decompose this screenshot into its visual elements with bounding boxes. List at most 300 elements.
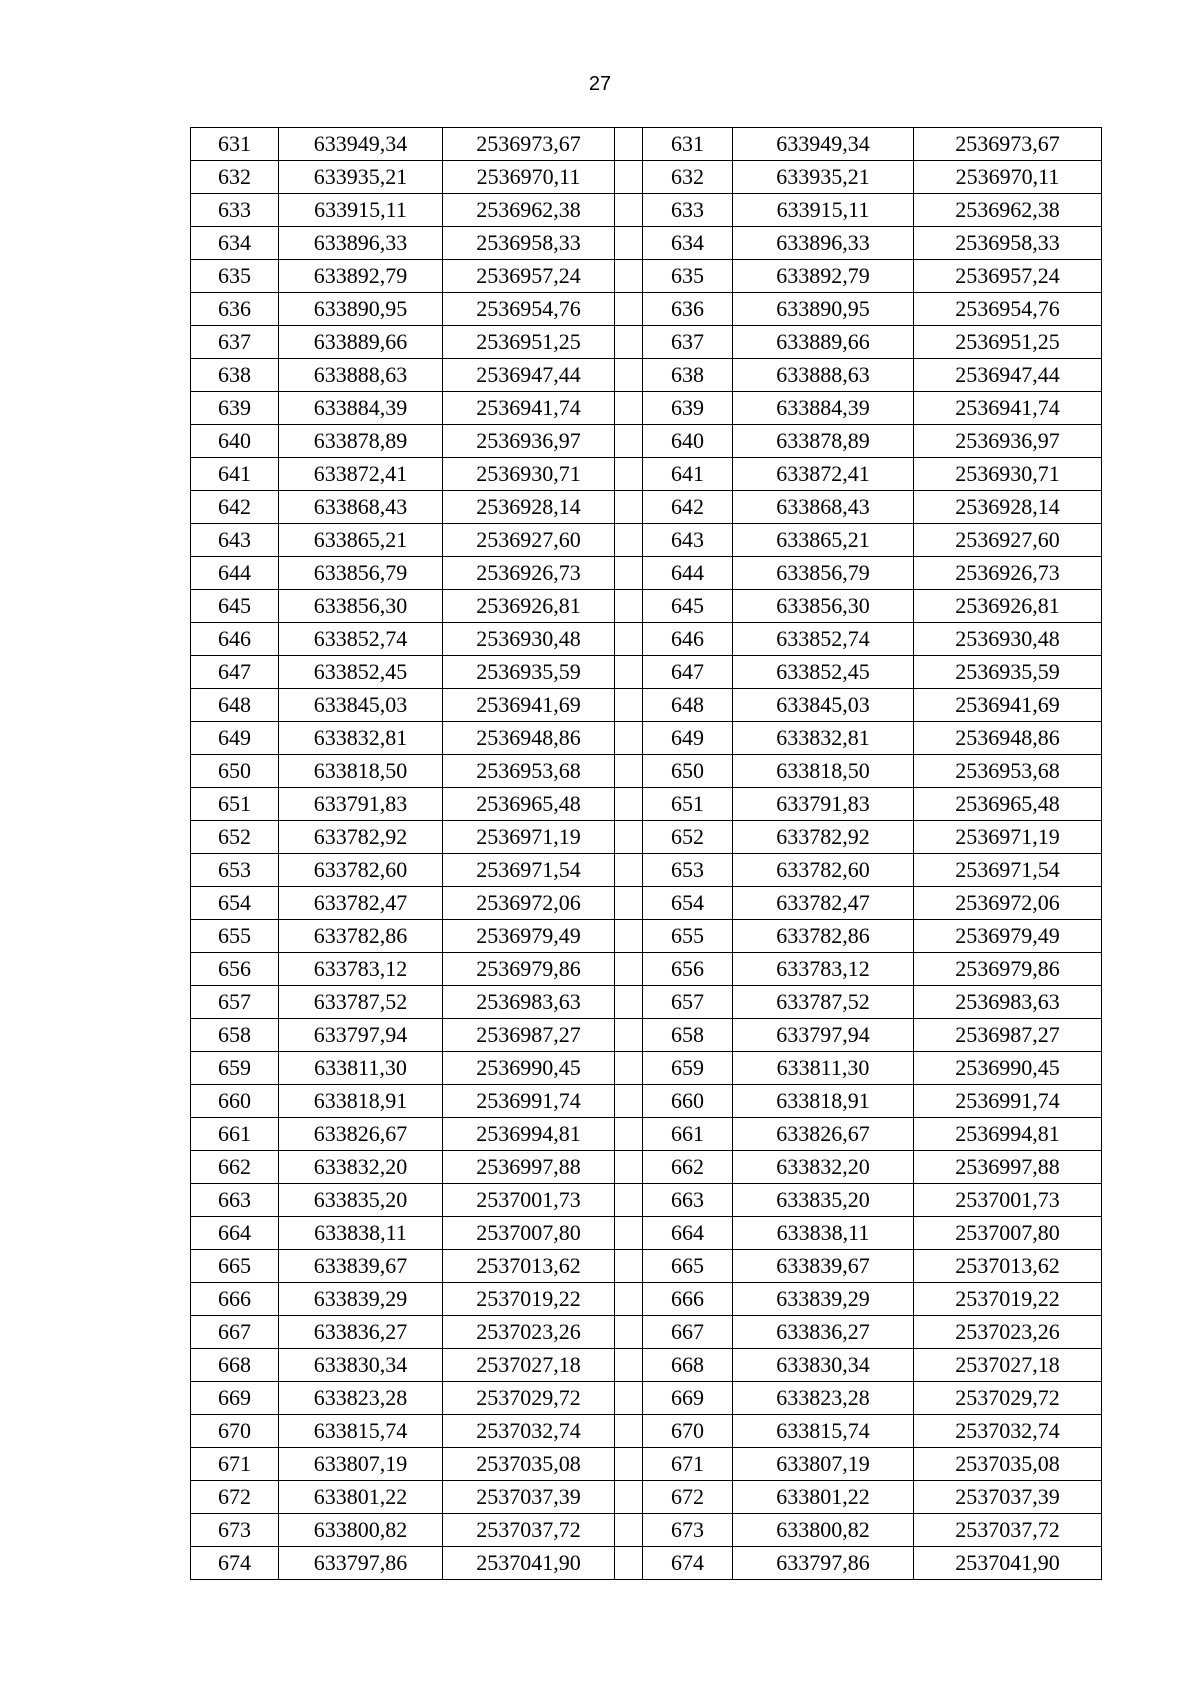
x-coordinate-cell: 633889,66	[733, 326, 914, 359]
y-coordinate-cell: 2536962,38	[914, 194, 1102, 227]
table-row	[191, 1514, 1102, 1547]
y-coordinate-cell: 2536927,60	[914, 524, 1102, 557]
spacer-cell	[615, 359, 643, 392]
point-number-cell: 656	[643, 953, 733, 986]
table-row	[191, 1019, 1102, 1052]
y-coordinate-cell: 2536930,71	[914, 458, 1102, 491]
point-number-cell: 658	[643, 1019, 733, 1052]
x-coordinate-cell: 633807,19	[279, 1448, 443, 1481]
point-number-cell: 673	[191, 1514, 279, 1547]
x-coordinate-cell: 633845,03	[733, 689, 914, 722]
table-row	[191, 788, 1102, 821]
x-coordinate-cell: 633845,03	[279, 689, 443, 722]
x-coordinate-cell: 633878,89	[279, 425, 443, 458]
point-number-cell: 635	[643, 260, 733, 293]
table-row	[191, 1250, 1102, 1283]
point-number-cell: 666	[643, 1283, 733, 1316]
spacer-cell	[615, 392, 643, 425]
y-coordinate-cell: 2537032,74	[914, 1415, 1102, 1448]
x-coordinate-cell: 633839,67	[733, 1250, 914, 1283]
x-coordinate-cell: 633832,20	[733, 1151, 914, 1184]
table-row	[191, 1382, 1102, 1415]
point-number-cell: 640	[191, 425, 279, 458]
x-coordinate-cell: 633823,28	[733, 1382, 914, 1415]
spacer-cell	[615, 458, 643, 491]
point-number-cell: 633	[191, 194, 279, 227]
spacer-cell	[615, 1118, 643, 1151]
point-number-cell: 648	[643, 689, 733, 722]
table-row	[191, 953, 1102, 986]
x-coordinate-cell: 633868,43	[733, 491, 914, 524]
x-coordinate-cell: 633872,41	[733, 458, 914, 491]
point-number-cell: 644	[643, 557, 733, 590]
table-row	[191, 194, 1102, 227]
point-number-cell: 669	[643, 1382, 733, 1415]
y-coordinate-cell: 2536926,81	[443, 590, 615, 623]
y-coordinate-cell: 2536965,48	[914, 788, 1102, 821]
y-coordinate-cell: 2537029,72	[443, 1382, 615, 1415]
x-coordinate-cell: 633787,52	[733, 986, 914, 1019]
point-number-cell: 642	[643, 491, 733, 524]
x-coordinate-cell: 633888,63	[733, 359, 914, 392]
spacer-cell	[615, 557, 643, 590]
x-coordinate-cell: 633818,50	[279, 755, 443, 788]
point-number-cell: 641	[643, 458, 733, 491]
table-row	[191, 986, 1102, 1019]
table-row	[191, 326, 1102, 359]
spacer-cell	[615, 128, 643, 161]
table-row	[191, 1184, 1102, 1217]
spacer-cell	[615, 1283, 643, 1316]
spacer-cell	[615, 1448, 643, 1481]
point-number-cell: 636	[643, 293, 733, 326]
point-number-cell: 647	[191, 656, 279, 689]
table-row	[191, 1415, 1102, 1448]
point-number-cell: 657	[643, 986, 733, 1019]
table-row	[191, 557, 1102, 590]
point-number-cell: 646	[643, 623, 733, 656]
point-number-cell: 672	[643, 1481, 733, 1514]
y-coordinate-cell: 2537037,39	[443, 1481, 615, 1514]
y-coordinate-cell: 2536928,14	[443, 491, 615, 524]
table-row	[191, 128, 1102, 161]
x-coordinate-cell: 633801,22	[279, 1481, 443, 1514]
table-row	[191, 623, 1102, 656]
point-number-cell: 657	[191, 986, 279, 1019]
table-row	[191, 524, 1102, 557]
x-coordinate-cell: 633892,79	[279, 260, 443, 293]
x-coordinate-cell: 633856,30	[279, 590, 443, 623]
y-coordinate-cell: 2536936,97	[914, 425, 1102, 458]
table-row	[191, 1118, 1102, 1151]
y-coordinate-cell: 2536971,54	[443, 854, 615, 887]
x-coordinate-cell: 633835,20	[279, 1184, 443, 1217]
y-coordinate-cell: 2536987,27	[443, 1019, 615, 1052]
x-coordinate-cell: 633896,33	[733, 227, 914, 260]
point-number-cell: 668	[643, 1349, 733, 1382]
x-coordinate-cell: 633783,12	[279, 953, 443, 986]
spacer-cell	[615, 1382, 643, 1415]
spacer-cell	[615, 1019, 643, 1052]
x-coordinate-cell: 633787,52	[279, 986, 443, 1019]
y-coordinate-cell: 2536983,63	[914, 986, 1102, 1019]
point-number-cell: 633	[643, 194, 733, 227]
point-number-cell: 632	[643, 161, 733, 194]
point-number-cell: 661	[643, 1118, 733, 1151]
x-coordinate-cell: 633782,86	[733, 920, 914, 953]
point-number-cell: 673	[643, 1514, 733, 1547]
point-number-cell: 671	[191, 1448, 279, 1481]
spacer-cell	[615, 788, 643, 821]
spacer-cell	[615, 1085, 643, 1118]
point-number-cell: 674	[643, 1547, 733, 1580]
x-coordinate-cell: 633935,21	[279, 161, 443, 194]
x-coordinate-cell: 633890,95	[733, 293, 914, 326]
y-coordinate-cell: 2536941,69	[914, 689, 1102, 722]
point-number-cell: 643	[643, 524, 733, 557]
x-coordinate-cell: 633815,74	[279, 1415, 443, 1448]
x-coordinate-cell: 633868,43	[279, 491, 443, 524]
x-coordinate-cell: 633826,67	[733, 1118, 914, 1151]
spacer-cell	[615, 293, 643, 326]
spacer-cell	[615, 1415, 643, 1448]
y-coordinate-cell: 2536971,19	[443, 821, 615, 854]
x-coordinate-cell: 633892,79	[733, 260, 914, 293]
x-coordinate-cell: 633872,41	[279, 458, 443, 491]
spacer-cell	[615, 1151, 643, 1184]
x-coordinate-cell: 633836,27	[279, 1316, 443, 1349]
point-number-cell: 653	[643, 854, 733, 887]
spacer-cell	[615, 590, 643, 623]
x-coordinate-cell: 633791,83	[279, 788, 443, 821]
x-coordinate-cell: 633782,47	[733, 887, 914, 920]
y-coordinate-cell: 2537041,90	[443, 1547, 615, 1580]
point-number-cell: 662	[643, 1151, 733, 1184]
y-coordinate-cell: 2536958,33	[914, 227, 1102, 260]
y-coordinate-cell: 2536948,86	[914, 722, 1102, 755]
x-coordinate-cell: 633797,94	[733, 1019, 914, 1052]
page-number: 27	[588, 73, 612, 95]
x-coordinate-cell: 633811,30	[279, 1052, 443, 1085]
y-coordinate-cell: 2536930,71	[443, 458, 615, 491]
point-number-cell: 666	[191, 1283, 279, 1316]
spacer-cell	[615, 260, 643, 293]
point-number-cell: 637	[191, 326, 279, 359]
y-coordinate-cell: 2536930,48	[443, 623, 615, 656]
y-coordinate-cell: 2536990,45	[914, 1052, 1102, 1085]
y-coordinate-cell: 2536926,73	[914, 557, 1102, 590]
y-coordinate-cell: 2536970,11	[443, 161, 615, 194]
point-number-cell: 660	[643, 1085, 733, 1118]
point-number-cell: 652	[643, 821, 733, 854]
spacer-cell	[615, 1547, 643, 1580]
x-coordinate-cell: 633818,50	[733, 755, 914, 788]
point-number-cell: 655	[191, 920, 279, 953]
table-row	[191, 1547, 1102, 1580]
point-number-cell: 654	[643, 887, 733, 920]
spacer-cell	[615, 326, 643, 359]
table-row	[191, 1448, 1102, 1481]
table-row	[191, 392, 1102, 425]
x-coordinate-cell: 633832,81	[279, 722, 443, 755]
y-coordinate-cell: 2536935,59	[443, 656, 615, 689]
y-coordinate-cell: 2536983,63	[443, 986, 615, 1019]
table-row	[191, 161, 1102, 194]
x-coordinate-cell: 633830,34	[733, 1349, 914, 1382]
spacer-cell	[615, 887, 643, 920]
y-coordinate-cell: 2536979,49	[443, 920, 615, 953]
spacer-cell	[615, 722, 643, 755]
point-number-cell: 665	[191, 1250, 279, 1283]
point-number-cell: 659	[643, 1052, 733, 1085]
x-coordinate-cell: 633818,91	[279, 1085, 443, 1118]
x-coordinate-cell: 633797,86	[279, 1547, 443, 1580]
x-coordinate-cell: 633852,45	[279, 656, 443, 689]
y-coordinate-cell: 2537037,39	[914, 1481, 1102, 1514]
point-number-cell: 674	[191, 1547, 279, 1580]
x-coordinate-cell: 633896,33	[279, 227, 443, 260]
y-coordinate-cell: 2536947,44	[914, 359, 1102, 392]
y-coordinate-cell: 2537027,18	[443, 1349, 615, 1382]
y-coordinate-cell: 2537001,73	[443, 1184, 615, 1217]
y-coordinate-cell: 2537007,80	[443, 1217, 615, 1250]
point-number-cell: 647	[643, 656, 733, 689]
table-row	[191, 1085, 1102, 1118]
table-row	[191, 755, 1102, 788]
x-coordinate-cell: 633830,34	[279, 1349, 443, 1382]
y-coordinate-cell: 2537037,72	[914, 1514, 1102, 1547]
spacer-cell	[615, 1217, 643, 1250]
table-row	[191, 293, 1102, 326]
x-coordinate-cell: 633838,11	[733, 1217, 914, 1250]
x-coordinate-cell: 633782,60	[279, 854, 443, 887]
y-coordinate-cell: 2536948,86	[443, 722, 615, 755]
x-coordinate-cell: 633852,74	[279, 623, 443, 656]
x-coordinate-cell: 633797,86	[733, 1547, 914, 1580]
table-row	[191, 491, 1102, 524]
spacer-cell	[615, 425, 643, 458]
y-coordinate-cell: 2536962,38	[443, 194, 615, 227]
y-coordinate-cell: 2536979,86	[914, 953, 1102, 986]
table-row	[191, 1052, 1102, 1085]
point-number-cell: 658	[191, 1019, 279, 1052]
spacer-cell	[615, 1316, 643, 1349]
y-coordinate-cell: 2537035,08	[914, 1448, 1102, 1481]
point-number-cell: 670	[191, 1415, 279, 1448]
point-number-cell: 639	[191, 392, 279, 425]
point-number-cell: 643	[191, 524, 279, 557]
table-row	[191, 227, 1102, 260]
coordinates-table-body	[191, 128, 1102, 1580]
x-coordinate-cell: 633782,86	[279, 920, 443, 953]
point-number-cell: 663	[643, 1184, 733, 1217]
y-coordinate-cell: 2536979,49	[914, 920, 1102, 953]
table-row	[191, 1316, 1102, 1349]
point-number-cell: 635	[191, 260, 279, 293]
y-coordinate-cell: 2536954,76	[443, 293, 615, 326]
point-number-cell: 641	[191, 458, 279, 491]
point-number-cell: 646	[191, 623, 279, 656]
point-number-cell: 654	[191, 887, 279, 920]
x-coordinate-cell: 633800,82	[733, 1514, 914, 1547]
x-coordinate-cell: 633832,81	[733, 722, 914, 755]
table-row	[191, 1151, 1102, 1184]
point-number-cell: 660	[191, 1085, 279, 1118]
x-coordinate-cell: 633811,30	[733, 1052, 914, 1085]
y-coordinate-cell: 2537013,62	[443, 1250, 615, 1283]
point-number-cell: 651	[643, 788, 733, 821]
x-coordinate-cell: 633915,11	[733, 194, 914, 227]
y-coordinate-cell: 2536951,25	[914, 326, 1102, 359]
table-row	[191, 1349, 1102, 1382]
point-number-cell: 665	[643, 1250, 733, 1283]
table-row	[191, 458, 1102, 491]
x-coordinate-cell: 633890,95	[279, 293, 443, 326]
point-number-cell: 670	[643, 1415, 733, 1448]
point-number-cell: 656	[191, 953, 279, 986]
point-number-cell: 652	[191, 821, 279, 854]
x-coordinate-cell: 633791,83	[733, 788, 914, 821]
point-number-cell: 655	[643, 920, 733, 953]
x-coordinate-cell: 633782,92	[279, 821, 443, 854]
spacer-cell	[615, 1052, 643, 1085]
y-coordinate-cell: 2536941,74	[443, 392, 615, 425]
x-coordinate-cell: 633856,79	[279, 557, 443, 590]
y-coordinate-cell: 2536972,06	[914, 887, 1102, 920]
point-number-cell: 668	[191, 1349, 279, 1382]
y-coordinate-cell: 2537001,73	[914, 1184, 1102, 1217]
x-coordinate-cell: 633839,67	[279, 1250, 443, 1283]
spacer-cell	[615, 920, 643, 953]
x-coordinate-cell: 633884,39	[733, 392, 914, 425]
point-number-cell: 634	[191, 227, 279, 260]
point-number-cell: 667	[191, 1316, 279, 1349]
y-coordinate-cell: 2536927,60	[443, 524, 615, 557]
point-number-cell: 650	[191, 755, 279, 788]
x-coordinate-cell: 633782,60	[733, 854, 914, 887]
x-coordinate-cell: 633865,21	[279, 524, 443, 557]
y-coordinate-cell: 2537035,08	[443, 1448, 615, 1481]
x-coordinate-cell: 633852,74	[733, 623, 914, 656]
y-coordinate-cell: 2536936,97	[443, 425, 615, 458]
y-coordinate-cell: 2536997,88	[914, 1151, 1102, 1184]
x-coordinate-cell: 633915,11	[279, 194, 443, 227]
y-coordinate-cell: 2537019,22	[914, 1283, 1102, 1316]
point-number-cell: 640	[643, 425, 733, 458]
y-coordinate-cell: 2536965,48	[443, 788, 615, 821]
spacer-cell	[615, 1481, 643, 1514]
y-coordinate-cell: 2537037,72	[443, 1514, 615, 1547]
x-coordinate-cell: 633838,11	[279, 1217, 443, 1250]
x-coordinate-cell: 633815,74	[733, 1415, 914, 1448]
y-coordinate-cell: 2537007,80	[914, 1217, 1102, 1250]
x-coordinate-cell: 633835,20	[733, 1184, 914, 1217]
point-number-cell: 664	[191, 1217, 279, 1250]
x-coordinate-cell: 633878,89	[733, 425, 914, 458]
y-coordinate-cell: 2536928,14	[914, 491, 1102, 524]
spacer-cell	[615, 689, 643, 722]
point-number-cell: 638	[191, 359, 279, 392]
point-number-cell: 634	[643, 227, 733, 260]
y-coordinate-cell: 2536991,74	[914, 1085, 1102, 1118]
y-coordinate-cell: 2536997,88	[443, 1151, 615, 1184]
spacer-cell	[615, 656, 643, 689]
point-number-cell: 653	[191, 854, 279, 887]
point-number-cell: 639	[643, 392, 733, 425]
point-number-cell: 651	[191, 788, 279, 821]
point-number-cell: 637	[643, 326, 733, 359]
table-row	[191, 920, 1102, 953]
x-coordinate-cell: 633836,27	[733, 1316, 914, 1349]
y-coordinate-cell: 2536971,54	[914, 854, 1102, 887]
point-number-cell: 632	[191, 161, 279, 194]
table-row	[191, 425, 1102, 458]
table-row	[191, 656, 1102, 689]
y-coordinate-cell: 2537027,18	[914, 1349, 1102, 1382]
y-coordinate-cell: 2536994,81	[914, 1118, 1102, 1151]
y-coordinate-cell: 2536991,74	[443, 1085, 615, 1118]
x-coordinate-cell: 633823,28	[279, 1382, 443, 1415]
spacer-cell	[615, 161, 643, 194]
point-number-cell: 664	[643, 1217, 733, 1250]
spacer-cell	[615, 227, 643, 260]
table-row	[191, 590, 1102, 623]
point-number-cell: 648	[191, 689, 279, 722]
point-number-cell: 636	[191, 293, 279, 326]
point-number-cell: 659	[191, 1052, 279, 1085]
point-number-cell: 650	[643, 755, 733, 788]
x-coordinate-cell: 633818,91	[733, 1085, 914, 1118]
x-coordinate-cell: 633949,34	[733, 128, 914, 161]
spacer-cell	[615, 854, 643, 887]
spacer-cell	[615, 1349, 643, 1382]
x-coordinate-cell: 633797,94	[279, 1019, 443, 1052]
x-coordinate-cell: 633852,45	[733, 656, 914, 689]
y-coordinate-cell: 2536990,45	[443, 1052, 615, 1085]
point-number-cell: 662	[191, 1151, 279, 1184]
x-coordinate-cell: 633783,12	[733, 953, 914, 986]
coordinates-table	[190, 127, 1102, 1580]
y-coordinate-cell: 2537029,72	[914, 1382, 1102, 1415]
x-coordinate-cell: 633782,92	[733, 821, 914, 854]
x-coordinate-cell: 633801,22	[733, 1481, 914, 1514]
x-coordinate-cell: 633865,21	[733, 524, 914, 557]
point-number-cell: 645	[191, 590, 279, 623]
spacer-cell	[615, 821, 643, 854]
table-row	[191, 1481, 1102, 1514]
spacer-cell	[615, 953, 643, 986]
x-coordinate-cell: 633839,29	[733, 1283, 914, 1316]
y-coordinate-cell: 2536951,25	[443, 326, 615, 359]
spacer-cell	[615, 1514, 643, 1547]
y-coordinate-cell: 2536971,19	[914, 821, 1102, 854]
spacer-cell	[615, 1184, 643, 1217]
table-row	[191, 821, 1102, 854]
point-number-cell: 644	[191, 557, 279, 590]
y-coordinate-cell: 2536979,86	[443, 953, 615, 986]
y-coordinate-cell: 2537023,26	[443, 1316, 615, 1349]
point-number-cell: 669	[191, 1382, 279, 1415]
y-coordinate-cell: 2537041,90	[914, 1547, 1102, 1580]
table-row	[191, 854, 1102, 887]
point-number-cell: 638	[643, 359, 733, 392]
y-coordinate-cell: 2536941,69	[443, 689, 615, 722]
spacer-cell	[615, 623, 643, 656]
spacer-cell	[615, 986, 643, 1019]
table-row	[191, 887, 1102, 920]
y-coordinate-cell: 2536941,74	[914, 392, 1102, 425]
point-number-cell: 649	[191, 722, 279, 755]
